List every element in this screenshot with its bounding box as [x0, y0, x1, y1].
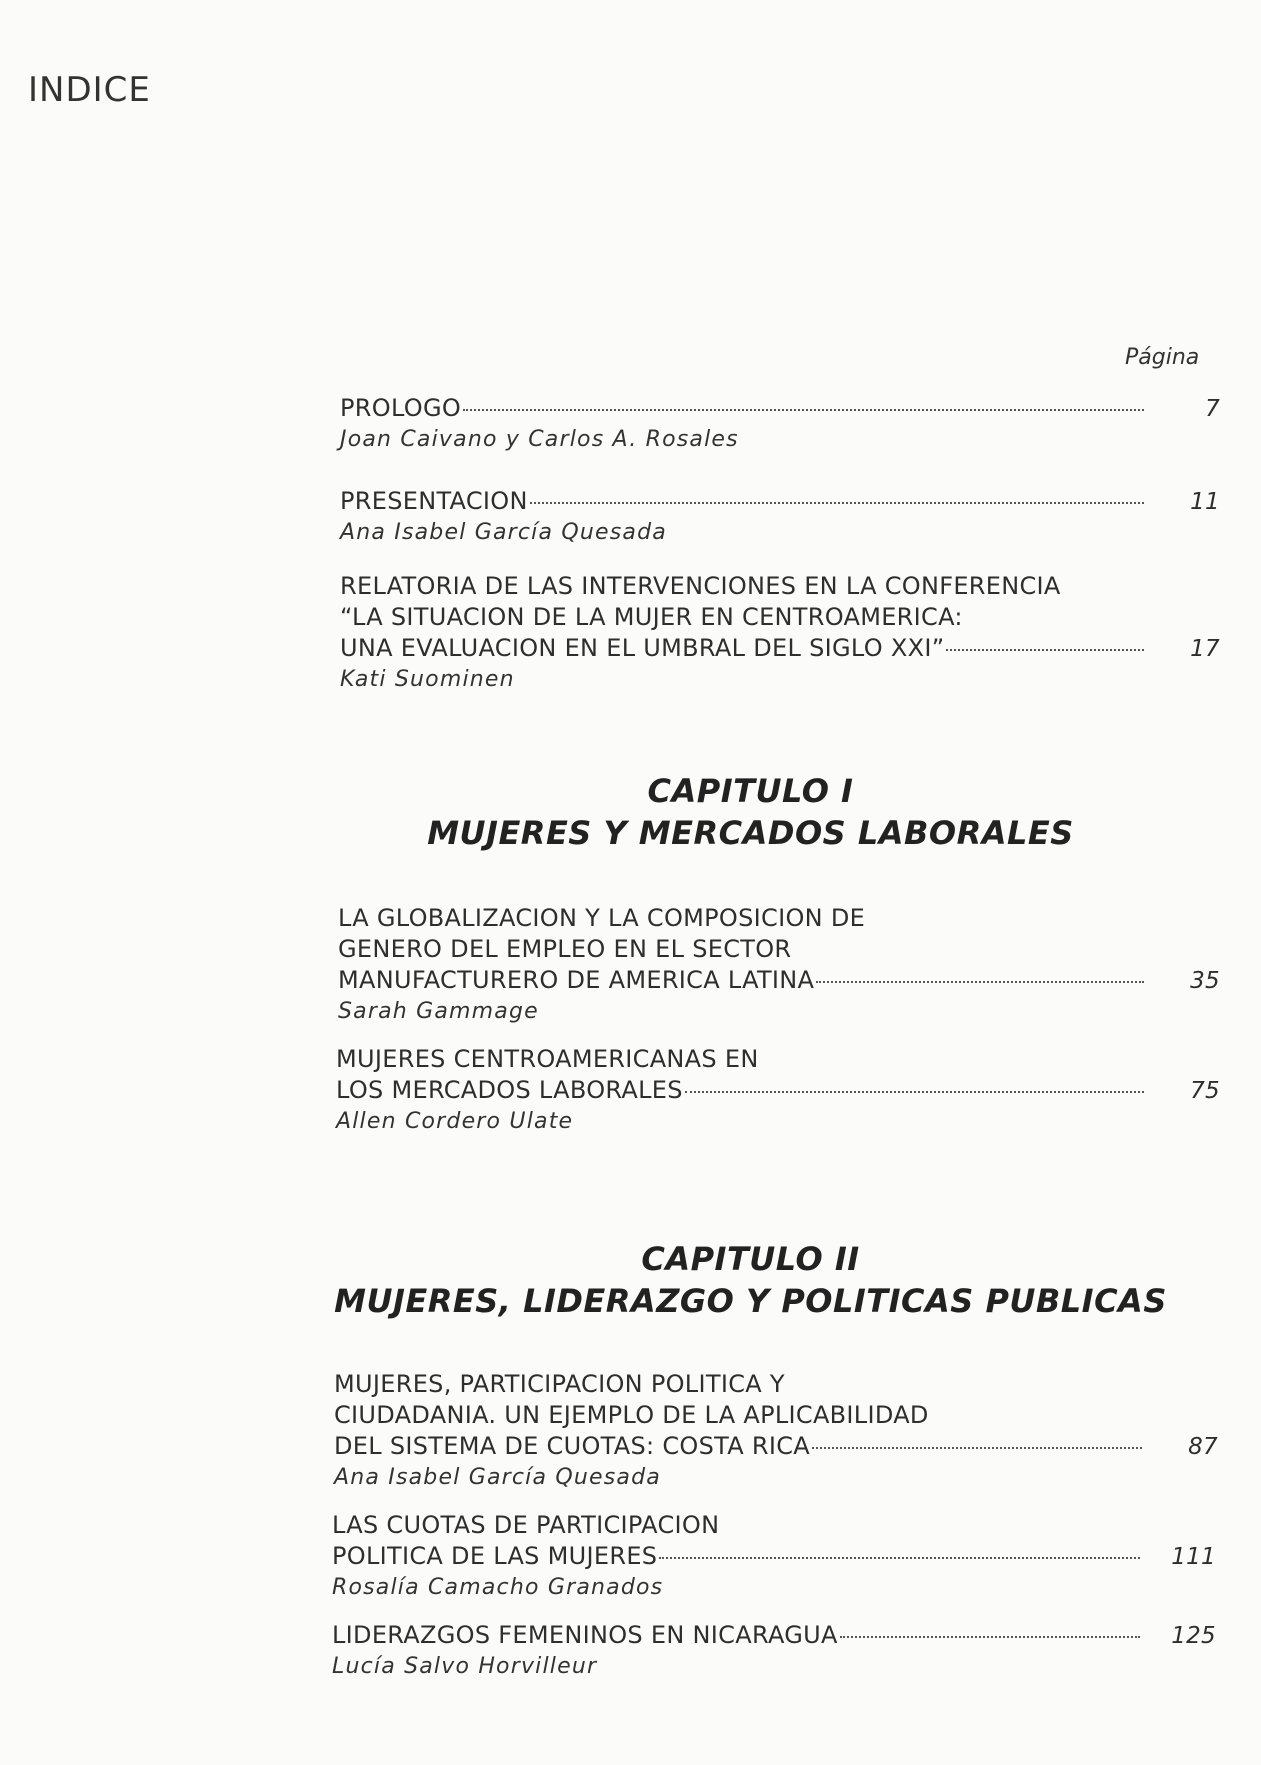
dot-leader — [685, 1091, 1144, 1093]
chapter-title: MUJERES, LIDERAZGO Y POLITICAS PUBLICAS — [334, 1282, 1167, 1320]
entry-title-line — [336, 1075, 1220, 1107]
entry-title-line — [332, 1541, 1216, 1573]
entry-author: Allen Cordero Ulate — [336, 1109, 574, 1134]
entry-title-line — [338, 965, 1220, 997]
entry-title: DEL SISTEMA DE CUOTAS: COSTA RICA — [334, 1432, 810, 1460]
page-number: 35 — [1190, 968, 1220, 994]
entry-title: UNA EVALUACION EN EL UMBRAL DEL SIGLO XXI” — [340, 634, 945, 662]
chapter-2-heading — [120, 1238, 1261, 1322]
toc-entry-participacion-politica[interactable] — [334, 1369, 1218, 1493]
page-number: 17 — [1190, 636, 1220, 662]
page-number: 7 — [1205, 396, 1220, 422]
entry-title-line: “LA SITUACION DE LA MUJER EN CENTROAMERICA: — [340, 603, 963, 631]
entry-title-line — [340, 393, 1220, 425]
toc-entry-relatoria[interactable] — [340, 571, 1220, 695]
entry-title-line — [332, 1620, 1216, 1652]
toc-entry-mujeres-centroamericanas[interactable] — [336, 1044, 1220, 1137]
dot-leader — [812, 1447, 1142, 1449]
entry-title: LIDERAZGOS FEMENINOS EN NICARAGUA — [332, 1621, 838, 1649]
entry-author: Ana Isabel García Quesada — [340, 520, 667, 545]
page-number: 11 — [1190, 489, 1220, 515]
entry-title: PROLOGO — [340, 394, 462, 422]
page-title: INDICE — [28, 70, 151, 110]
chapter-title: MUJERES Y MERCADOS LABORALES — [427, 814, 1074, 852]
page-number: 111 — [1171, 1544, 1216, 1570]
entry-author: Kati Suominen — [340, 667, 515, 692]
toc-entry-presentacion[interactable] — [340, 486, 1220, 548]
chapter-1-heading — [120, 770, 1261, 854]
entry-title: POLITICA DE LAS MUJERES — [332, 1542, 658, 1570]
entry-author: Rosalía Camacho Granados — [332, 1575, 664, 1600]
entry-title-line: CIUDADANIA. UN EJEMPLO DE LA APLICABILIDAD — [334, 1401, 929, 1429]
page-number: 75 — [1190, 1078, 1220, 1104]
entry-title-line: LAS CUOTAS DE PARTICIPACION — [332, 1511, 720, 1539]
entry-title-line: MUJERES CENTROAMERICANAS EN — [336, 1045, 759, 1073]
toc-entry-globalizacion[interactable] — [338, 903, 1220, 1027]
page-column-header: Página — [1125, 345, 1200, 370]
page-number: 125 — [1171, 1623, 1216, 1649]
chapter-label: CAPITULO I — [647, 772, 854, 810]
entry-title-line: RELATORIA DE LAS INTERVENCIONES EN LA CONFERENCIA — [340, 572, 1061, 600]
entry-author: Ana Isabel García Quesada — [334, 1465, 661, 1490]
entry-title-line: LA GLOBALIZACION Y LA COMPOSICION DE — [338, 904, 866, 932]
entry-author: Lucía Salvo Horvilleur — [332, 1654, 598, 1679]
toc-entry-cuotas[interactable] — [332, 1510, 1216, 1603]
entry-title-line: MUJERES, PARTICIPACION POLITICA Y — [334, 1370, 785, 1398]
entry-title: PRESENTACION — [340, 487, 528, 515]
toc-entry-prologo[interactable] — [340, 393, 1220, 455]
chapter-label: CAPITULO II — [641, 1240, 860, 1278]
entry-author: Sarah Gammage — [338, 999, 539, 1024]
dot-leader — [659, 1557, 1140, 1559]
entry-author: Joan Caivano y Carlos A. Rosales — [340, 427, 739, 452]
entry-title-line — [340, 486, 1220, 518]
entry-title-line — [334, 1431, 1218, 1463]
entry-title: LOS MERCADOS LABORALES — [336, 1076, 683, 1104]
dot-leader — [840, 1636, 1140, 1638]
toc-entry-liderazgos[interactable] — [332, 1620, 1216, 1682]
entry-title: MANUFACTURERO DE AMERICA LATINA — [338, 966, 815, 994]
entry-title-line: GENERO DEL EMPLEO EN EL SECTOR — [338, 935, 792, 963]
dot-leader — [530, 502, 1144, 504]
dot-leader — [463, 409, 1144, 411]
entry-title-line — [340, 633, 1220, 665]
dot-leader — [946, 649, 1144, 651]
page-number: 87 — [1188, 1434, 1218, 1460]
dot-leader — [816, 981, 1144, 983]
